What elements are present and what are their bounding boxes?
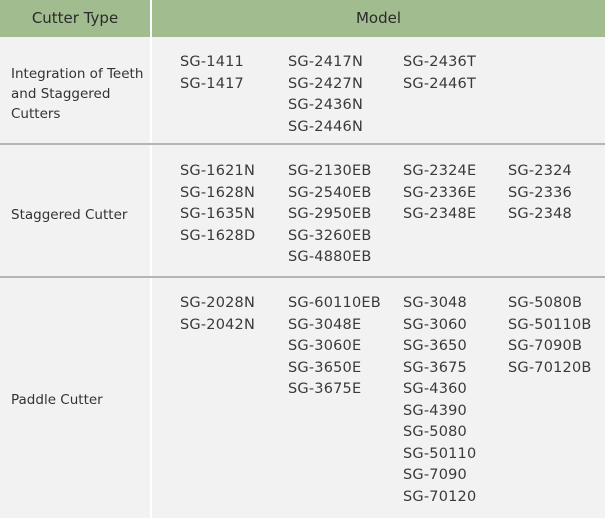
model-number: SG-3060E [288,338,362,354]
table-header [0,0,605,37]
model-number: SG-50110 [403,445,477,462]
model-number: SG-1628D [180,227,256,244]
model-number: SG-2348 [508,206,572,222]
cutter-type-cell [0,278,150,518]
cutter-type-cell [0,145,150,278]
table-row [0,278,605,518]
model-number: SG-1621N [180,163,256,179]
table-row [0,37,605,145]
model-number: SG-3060 [403,316,467,333]
model-number: SG-2324E [403,163,477,179]
model-number: SG-7090B [508,338,583,354]
model-number: SG-1411 [180,54,244,70]
model-number: SG-2540EB [288,184,372,201]
cutter-type-line: and Staggered [11,86,111,102]
header-cutter-type: Cutter Type [31,9,119,27]
model-column [508,161,572,226]
model-number: SG-2336E [403,184,477,201]
header-model: Model [355,9,402,27]
model-number: SG-3260EB [288,227,372,244]
model-column [288,293,381,401]
model-column [403,52,476,95]
cutter-type-label [11,205,127,225]
model-number: SG-7090 [403,467,467,483]
model-number: SG-1628N [180,184,256,201]
cutter-type-cell [0,37,150,145]
model-number: SG-2028N [180,295,256,311]
model-number: SG-5080B [508,295,583,311]
model-number: SG-2130EB [288,163,372,179]
model-number: SG-1635N [180,206,256,222]
model-number: SG-2950EB [288,206,372,222]
model-number: SG-4390 [403,402,467,419]
model-column [403,293,476,508]
model-column [288,52,363,138]
model-column [180,52,244,95]
model-number: SG-2446T [403,75,477,92]
cutter-type-label [11,64,143,124]
cutter-type-line: Paddle Cutter [11,392,103,408]
model-number: SG-2417N [288,54,364,70]
model-column [508,293,592,379]
model-number: SG-70120B [508,359,592,376]
cutter-type-line: Cutters [11,106,61,122]
cutter-type-line: Staggered Cutter [11,207,128,223]
model-number: SG-2446N [288,118,364,135]
model-column [403,161,476,226]
model-number: SG-3650 [403,338,467,354]
model-number: SG-70120 [403,488,477,505]
model-number: SG-60110EB [288,295,381,311]
model-number: SG-2348E [403,206,477,222]
model-number: SG-2336 [508,184,572,201]
cutter-type-line: Integration of Teeth [11,66,144,82]
model-number: SG-3048 [403,295,467,311]
model-column [180,293,255,336]
model-column [180,161,255,247]
model-number: SG-5080 [403,424,467,440]
cutter-type-label [11,390,103,410]
model-number: SG-2427N [288,75,364,92]
model-number: SG-2436T [403,54,477,70]
model-number: SG-1417 [180,75,244,92]
model-number: SG-3650E [288,359,362,376]
model-column [288,161,371,269]
model-number: SG-2042N [180,316,256,333]
model-number: SG-2436N [288,97,364,113]
model-number: SG-4880EB [288,249,372,265]
model-number: SG-3675E [288,381,362,397]
model-number: SG-50110B [508,316,592,333]
model-number: SG-3675 [403,359,467,376]
model-number: SG-3048E [288,316,362,333]
model-number: SG-2324 [508,163,572,179]
model-number: SG-4360 [403,381,467,397]
table-row [0,145,605,278]
